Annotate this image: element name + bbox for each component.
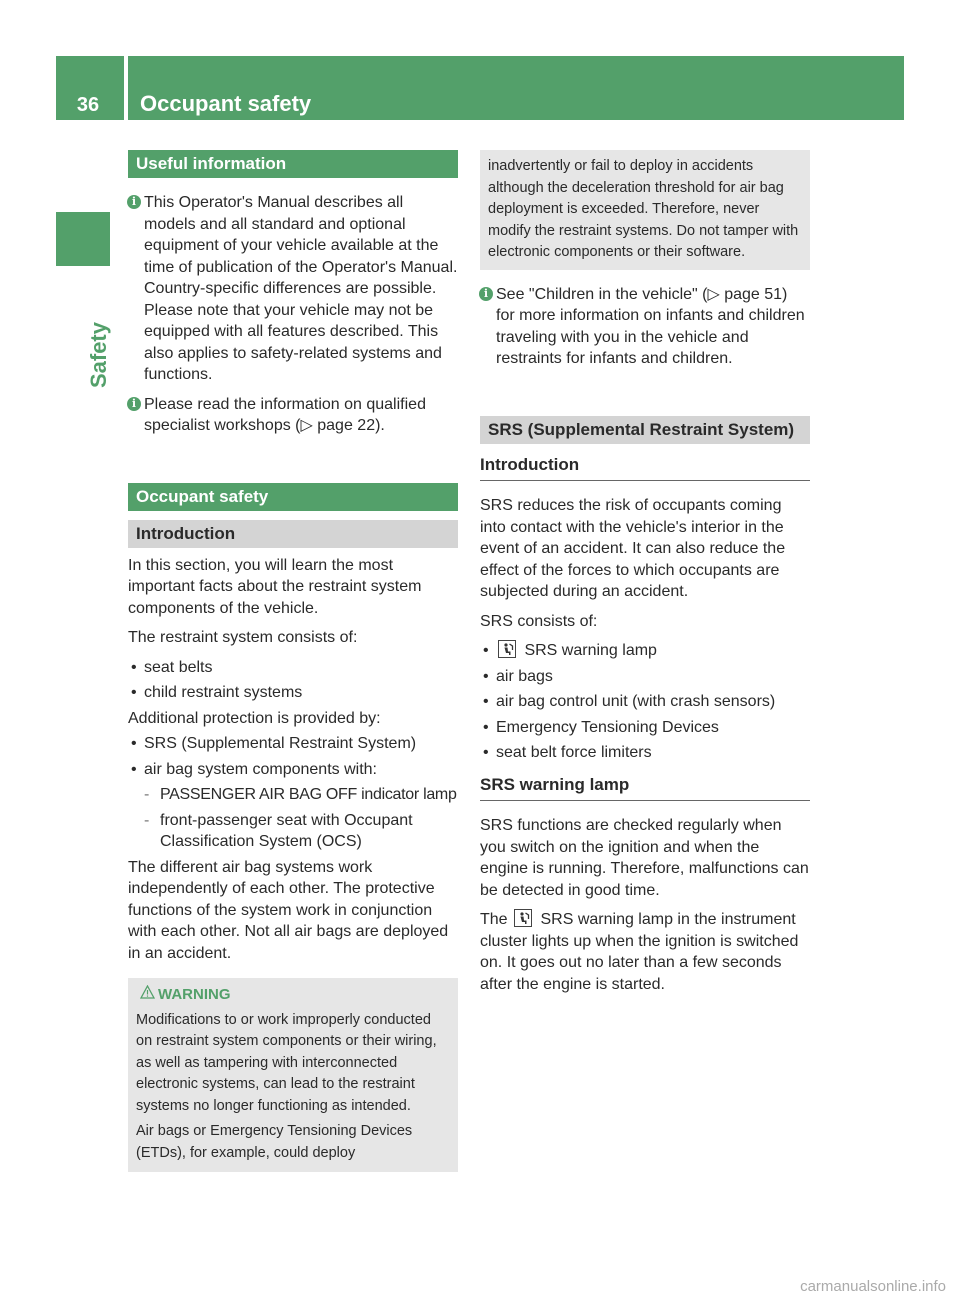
srs-consists-paragraph: SRS consists of: (480, 612, 598, 630)
systems-paragraph: The different air bag systems work independently of each other. The protective functions of the system work in conjunction with each other. Not all air bags are deployed in an accident. (128, 858, 449, 962)
srs-warning-lamp-icon (514, 909, 532, 927)
info-note: i See "Children in the vehicle" (▷ page 51) for more information on infants and children traveling with you in the vehicle and restraints for infants and children. (480, 284, 810, 370)
intro-paragraph: In this section, you will learn the most important facts about the restraint system components of the vehicle. (128, 556, 422, 617)
list-item: - front-passenger seat with Occupant Classification System (OCS) (128, 810, 458, 853)
restraint-list (128, 657, 458, 704)
restraint-system-paragraph: The restraint system consists of: (128, 629, 358, 646)
occupant-safety-heading: Occupant safety (128, 483, 458, 511)
srs-warning-lamp-subheading: SRS warning lamp (480, 774, 810, 802)
warning-box (128, 978, 458, 1172)
warning-triangle-icon (140, 985, 155, 999)
list-item: • air bags (480, 666, 810, 688)
list-item: - PASSENGER AIR BAG OFF indicator lamp (128, 784, 458, 806)
srs-paragraph: SRS reduces the risk of occupants coming into contact with the vehicle's interior in the event of an accident. It can also reduce the effect of the forces to which occupants are subjected during an accident. (480, 497, 786, 600)
list-item: • air bag system components with: (128, 759, 458, 781)
page-title: Occupant safety (140, 91, 312, 116)
right-column (480, 150, 810, 1003)
info-icon: i (127, 397, 141, 411)
warning-box-continued (480, 150, 810, 270)
info-note: i Please read the information on qualified specialist workshops (▷ page 22). (128, 394, 458, 437)
list-item: • SRS (Supplemental Restraint System) (128, 733, 458, 755)
list-item: • seat belt force limiters (480, 742, 810, 764)
page-number: 36 (76, 94, 100, 116)
info-icon: i (127, 195, 141, 209)
warning-text: Air bags or Emergency Tensioning Devices (ETDs), for example, could deploy (136, 1123, 413, 1161)
header-separator (124, 56, 128, 120)
list-item: • air bag control unit (with crash sensors) (480, 691, 810, 713)
airbag-sublist (128, 784, 458, 853)
list-item: • SRS warning lamp (480, 640, 810, 662)
info-note: i This Operator's Manual describes all models and all standard and optional equipment of your vehicle available at the time of publication of the Operator's Manual. Country-specific differences are possible. Please note that your vehicle may not be equipped with all features described. This also applies to safety-related systems and functions. (128, 192, 458, 386)
protection-list (128, 733, 458, 780)
additional-protection-paragraph: Additional protection is provided by: (128, 709, 381, 727)
list-item: • child restraint systems (128, 682, 458, 704)
srs-introduction-subheading: Introduction (480, 454, 810, 482)
srs-heading: SRS (Supplemental Restraint System) (480, 416, 810, 444)
list-item: • Emergency Tensioning Devices (480, 717, 810, 739)
section-marker (56, 212, 110, 266)
lamp-paragraph: The SRS warning lamp in the instrument cluster lights up when the ignition is switched on. It goes out no later than a few seconds after the engine is started. (480, 911, 799, 993)
section-label: Safety (86, 322, 111, 389)
info-icon: i (479, 287, 493, 301)
lamp-paragraph: SRS functions are checked regularly when you switch on the ignition and when the engine is running. Therefore, malfunctions can be detected in good time. (480, 817, 809, 899)
warning-title: WARNING (136, 984, 450, 1006)
warning-text: inadvertently or fail to deploy in accidents although the deceleration threshold for air bag deployment is exceeded. Therefore, never modify the restraint systems. Do not tamper with electronic components or their software. (488, 158, 799, 260)
introduction-heading: Introduction (128, 520, 458, 548)
srs-warning-lamp-icon (498, 640, 516, 658)
left-column (128, 150, 458, 1172)
useful-information-heading: Useful information (128, 150, 458, 178)
watermark: carmanualsonline.info (800, 1278, 946, 1295)
srs-list (480, 640, 810, 764)
list-item: • seat belts (128, 657, 458, 679)
warning-text: Modifications to or work improperly conducted on restraint system components or their wiring, as well as tampering with interconnected electronic systems, can lead to the restraint systems no longer functioning as intended. (136, 1011, 437, 1114)
